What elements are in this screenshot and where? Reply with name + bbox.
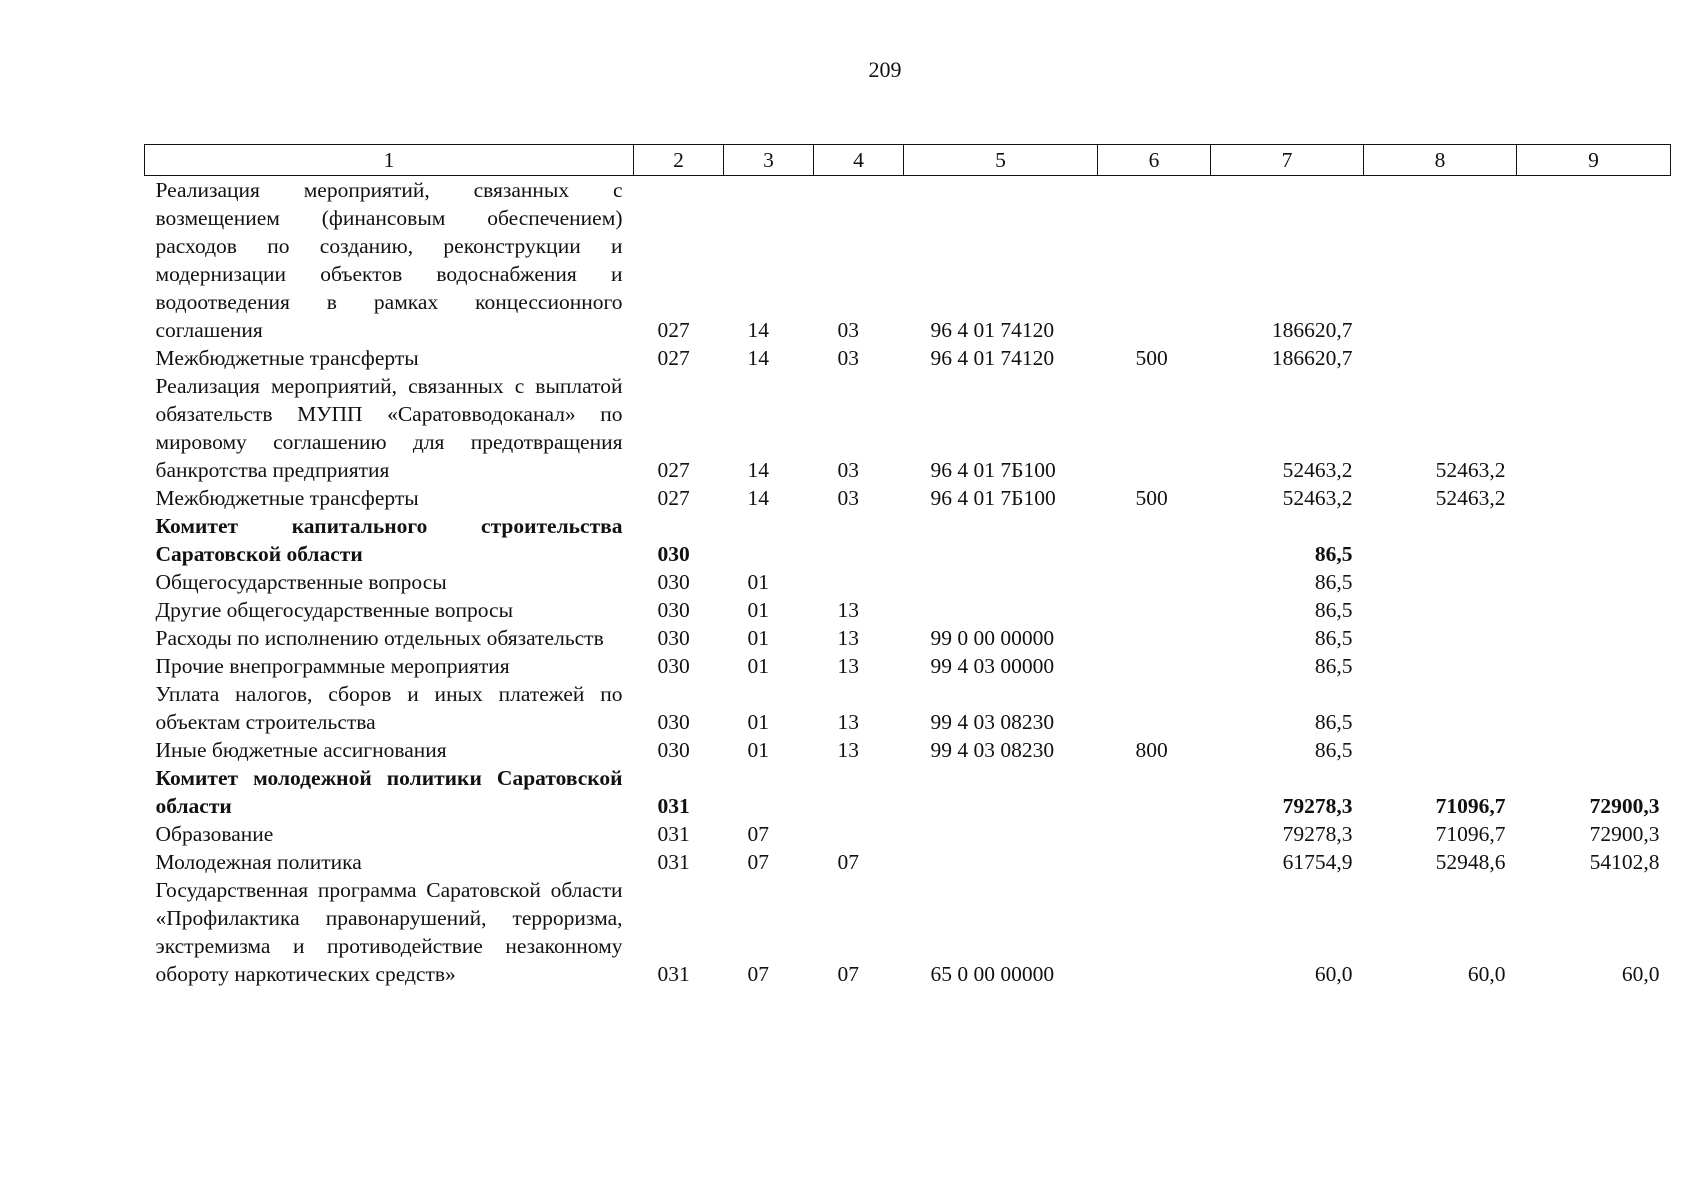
cell-amount-9 [1517, 596, 1671, 624]
table-row [145, 820, 1671, 848]
cell-name: Иные бюджетные ассигнования [155, 738, 447, 762]
cell-amount-8: 52463,2 [1435, 486, 1506, 510]
header-row [145, 145, 1671, 176]
cell-amount-8 [1364, 624, 1517, 652]
cell-section: 01 [747, 570, 769, 594]
cell-subsection: 13 [837, 626, 859, 650]
cell-section: 01 [747, 626, 769, 650]
cell-name: Расходы по исполнению отдельных обязательств [155, 626, 604, 650]
cell-expense-type [1098, 652, 1211, 680]
cell-target-article: 96 4 01 74120 [930, 346, 1055, 370]
cell-subsection: 13 [837, 598, 859, 622]
cell-amount-9 [1517, 624, 1671, 652]
cell-section: 01 [747, 598, 769, 622]
cell-amount-9: 72900,3 [1589, 794, 1660, 818]
header-col-8: 8 [1364, 145, 1517, 176]
header-col-5: 5 [904, 145, 1098, 176]
cell-name: Государственная программа Саратовской области «Профилактика правонарушений, терроризма, экстремизма и противодействие незаконному обороту наркотических средств» [155, 878, 623, 986]
header-col-9: 9 [1517, 145, 1671, 176]
cell-target-article [904, 568, 1098, 596]
cell-name: Комитет молодежной политики Саратовской области [155, 766, 623, 818]
table-header [145, 145, 1671, 176]
table-row [145, 848, 1671, 876]
cell-amount-7: 86,5 [1314, 626, 1353, 650]
cell-section: 07 [747, 822, 769, 846]
cell-target-article: 65 0 00 00000 [930, 962, 1055, 986]
cell-target-article: 99 4 03 08230 [930, 710, 1055, 734]
table-row [145, 484, 1671, 512]
cell-subsection: 03 [837, 346, 859, 370]
cell-grbs: 027 [657, 318, 690, 342]
header-col-1: 1 [145, 145, 634, 176]
cell-section: 07 [747, 962, 769, 986]
cell-target-article: 99 4 03 08230 [930, 738, 1055, 762]
cell-amount-9 [1517, 680, 1671, 736]
cell-grbs: 027 [657, 486, 690, 510]
cell-grbs: 030 [657, 542, 690, 566]
cell-target-article [904, 764, 1098, 820]
table-row [145, 876, 1671, 988]
cell-grbs: 027 [657, 458, 690, 482]
cell-name: Реализация мероприятий, связанных с возмещением (финансовым обеспечением) расходов по созданию, реконструкции и модернизации объектов водоснабжения и водоотведения в рамках концессионного соглашения [155, 178, 623, 342]
cell-target-article [904, 848, 1098, 876]
cell-amount-8 [1364, 176, 1517, 345]
cell-amount-9 [1517, 512, 1671, 568]
cell-amount-8 [1364, 596, 1517, 624]
cell-amount-9: 60,0 [1621, 962, 1660, 986]
cell-target-article: 96 4 01 7Б100 [930, 458, 1056, 482]
cell-grbs: 030 [657, 738, 690, 762]
cell-expense-type [1098, 176, 1211, 345]
cell-subsection: 13 [837, 710, 859, 734]
cell-grbs: 031 [657, 822, 690, 846]
cell-amount-9 [1517, 652, 1671, 680]
cell-section: 01 [747, 654, 769, 678]
cell-expense-type [1098, 848, 1211, 876]
cell-expense-type [1098, 624, 1211, 652]
cell-target-article [904, 596, 1098, 624]
cell-amount-7: 52463,2 [1282, 458, 1353, 482]
table-row [145, 344, 1671, 372]
cell-subsection: 03 [837, 318, 859, 342]
cell-amount-7: 86,5 [1314, 570, 1353, 594]
cell-name: Образование [155, 822, 274, 846]
cell-name: Молодежная политика [155, 850, 362, 874]
table-body [145, 176, 1671, 989]
cell-amount-7: 60,0 [1314, 962, 1353, 986]
cell-amount-9: 72900,3 [1589, 822, 1660, 846]
cell-target-article [904, 820, 1098, 848]
cell-amount-8 [1364, 736, 1517, 764]
cell-grbs: 030 [657, 654, 690, 678]
cell-amount-8: 52463,2 [1435, 458, 1506, 482]
cell-amount-7: 86,5 [1314, 598, 1353, 622]
cell-section [724, 512, 814, 568]
cell-section [724, 764, 814, 820]
cell-amount-8 [1364, 680, 1517, 736]
cell-name: Прочие внепрограммные мероприятия [155, 654, 510, 678]
cell-subsection [814, 512, 904, 568]
cell-section: 01 [747, 710, 769, 734]
cell-subsection: 03 [837, 486, 859, 510]
table-row [145, 512, 1671, 568]
cell-target-article: 99 0 00 00000 [930, 626, 1055, 650]
cell-target-article: 96 4 01 7Б100 [930, 486, 1056, 510]
cell-amount-9 [1517, 736, 1671, 764]
cell-section: 01 [747, 738, 769, 762]
cell-grbs: 027 [657, 346, 690, 370]
cell-amount-8: 60,0 [1467, 962, 1506, 986]
cell-amount-8: 52948,6 [1435, 850, 1506, 874]
table-row [145, 176, 1671, 345]
cell-expense-type [1098, 596, 1211, 624]
cell-grbs: 031 [657, 962, 690, 986]
table-row [145, 568, 1671, 596]
cell-subsection: 03 [837, 458, 859, 482]
cell-name: Уплата налогов, сборов и иных платежей по объектам строительства [155, 682, 623, 734]
table-row [145, 764, 1671, 820]
cell-name: Общегосударственные вопросы [155, 570, 447, 594]
cell-amount-7: 86,5 [1314, 654, 1353, 678]
cell-amount-7: 86,5 [1314, 542, 1353, 566]
cell-subsection [814, 568, 904, 596]
cell-name: Межбюджетные трансферты [155, 346, 419, 370]
cell-section: 14 [747, 318, 769, 342]
cell-amount-9 [1517, 372, 1671, 484]
cell-expense-type [1098, 820, 1211, 848]
cell-section: 14 [747, 346, 769, 370]
cell-section: 14 [747, 486, 769, 510]
cell-amount-8 [1364, 344, 1517, 372]
table-row [145, 372, 1671, 484]
cell-amount-9 [1517, 344, 1671, 372]
table-row [145, 680, 1671, 736]
table-row [145, 624, 1671, 652]
cell-grbs: 031 [657, 850, 690, 874]
cell-amount-7: 61754,9 [1282, 850, 1353, 874]
table-row [145, 736, 1671, 764]
header-col-3: 3 [724, 145, 814, 176]
header-col-6: 6 [1098, 145, 1211, 176]
cell-name: Комитет капитального строительства Саратовской области [155, 514, 623, 566]
cell-amount-8 [1364, 652, 1517, 680]
cell-expense-type: 800 [1135, 738, 1168, 762]
cell-target-article: 96 4 01 74120 [930, 318, 1055, 342]
cell-subsection: 07 [837, 850, 859, 874]
cell-subsection: 13 [837, 654, 859, 678]
cell-amount-7: 79278,3 [1282, 794, 1353, 818]
cell-expense-type [1098, 764, 1211, 820]
cell-subsection [814, 764, 904, 820]
header-col-4: 4 [814, 145, 904, 176]
cell-target-article [904, 512, 1098, 568]
budget-table [144, 144, 1671, 988]
cell-amount-7: 86,5 [1314, 738, 1353, 762]
cell-grbs: 030 [657, 710, 690, 734]
cell-grbs: 030 [657, 570, 690, 594]
table-row [145, 652, 1671, 680]
cell-expense-type [1098, 372, 1211, 484]
cell-name: Другие общегосударственные вопросы [155, 598, 514, 622]
cell-amount-8: 71096,7 [1435, 794, 1506, 818]
cell-amount-9 [1517, 484, 1671, 512]
cell-amount-8: 71096,7 [1435, 822, 1506, 846]
cell-amount-9: 54102,8 [1589, 850, 1660, 874]
cell-amount-8 [1364, 512, 1517, 568]
cell-grbs: 030 [657, 626, 690, 650]
cell-section: 07 [747, 850, 769, 874]
cell-name: Реализация мероприятий, связанных с выплатой обязательств МУПП «Саратовводоканал» по мировому соглашению для предотвращения банкротства предприятия [155, 374, 623, 482]
cell-amount-7: 79278,3 [1282, 822, 1353, 846]
cell-subsection [814, 820, 904, 848]
cell-amount-7: 86,5 [1314, 710, 1353, 734]
cell-amount-9 [1517, 176, 1671, 345]
cell-subsection: 13 [837, 738, 859, 762]
cell-expense-type [1098, 680, 1211, 736]
cell-amount-8 [1364, 568, 1517, 596]
cell-amount-7: 186620,7 [1271, 346, 1353, 370]
cell-name: Межбюджетные трансферты [155, 486, 419, 510]
cell-expense-type [1098, 876, 1211, 988]
cell-amount-7: 52463,2 [1282, 486, 1353, 510]
cell-expense-type [1098, 568, 1211, 596]
cell-section: 14 [747, 458, 769, 482]
cell-amount-7: 186620,7 [1271, 318, 1353, 342]
header-col-7: 7 [1211, 145, 1364, 176]
cell-amount-9 [1517, 568, 1671, 596]
table-row [145, 596, 1671, 624]
cell-expense-type [1098, 512, 1211, 568]
cell-grbs: 031 [657, 794, 690, 818]
cell-expense-type: 500 [1135, 346, 1168, 370]
page-number: 209 [868, 57, 902, 82]
header-col-2: 2 [634, 145, 724, 176]
cell-subsection: 07 [837, 962, 859, 986]
cell-grbs: 030 [657, 598, 690, 622]
cell-expense-type: 500 [1135, 486, 1168, 510]
cell-target-article: 99 4 03 00000 [930, 654, 1055, 678]
